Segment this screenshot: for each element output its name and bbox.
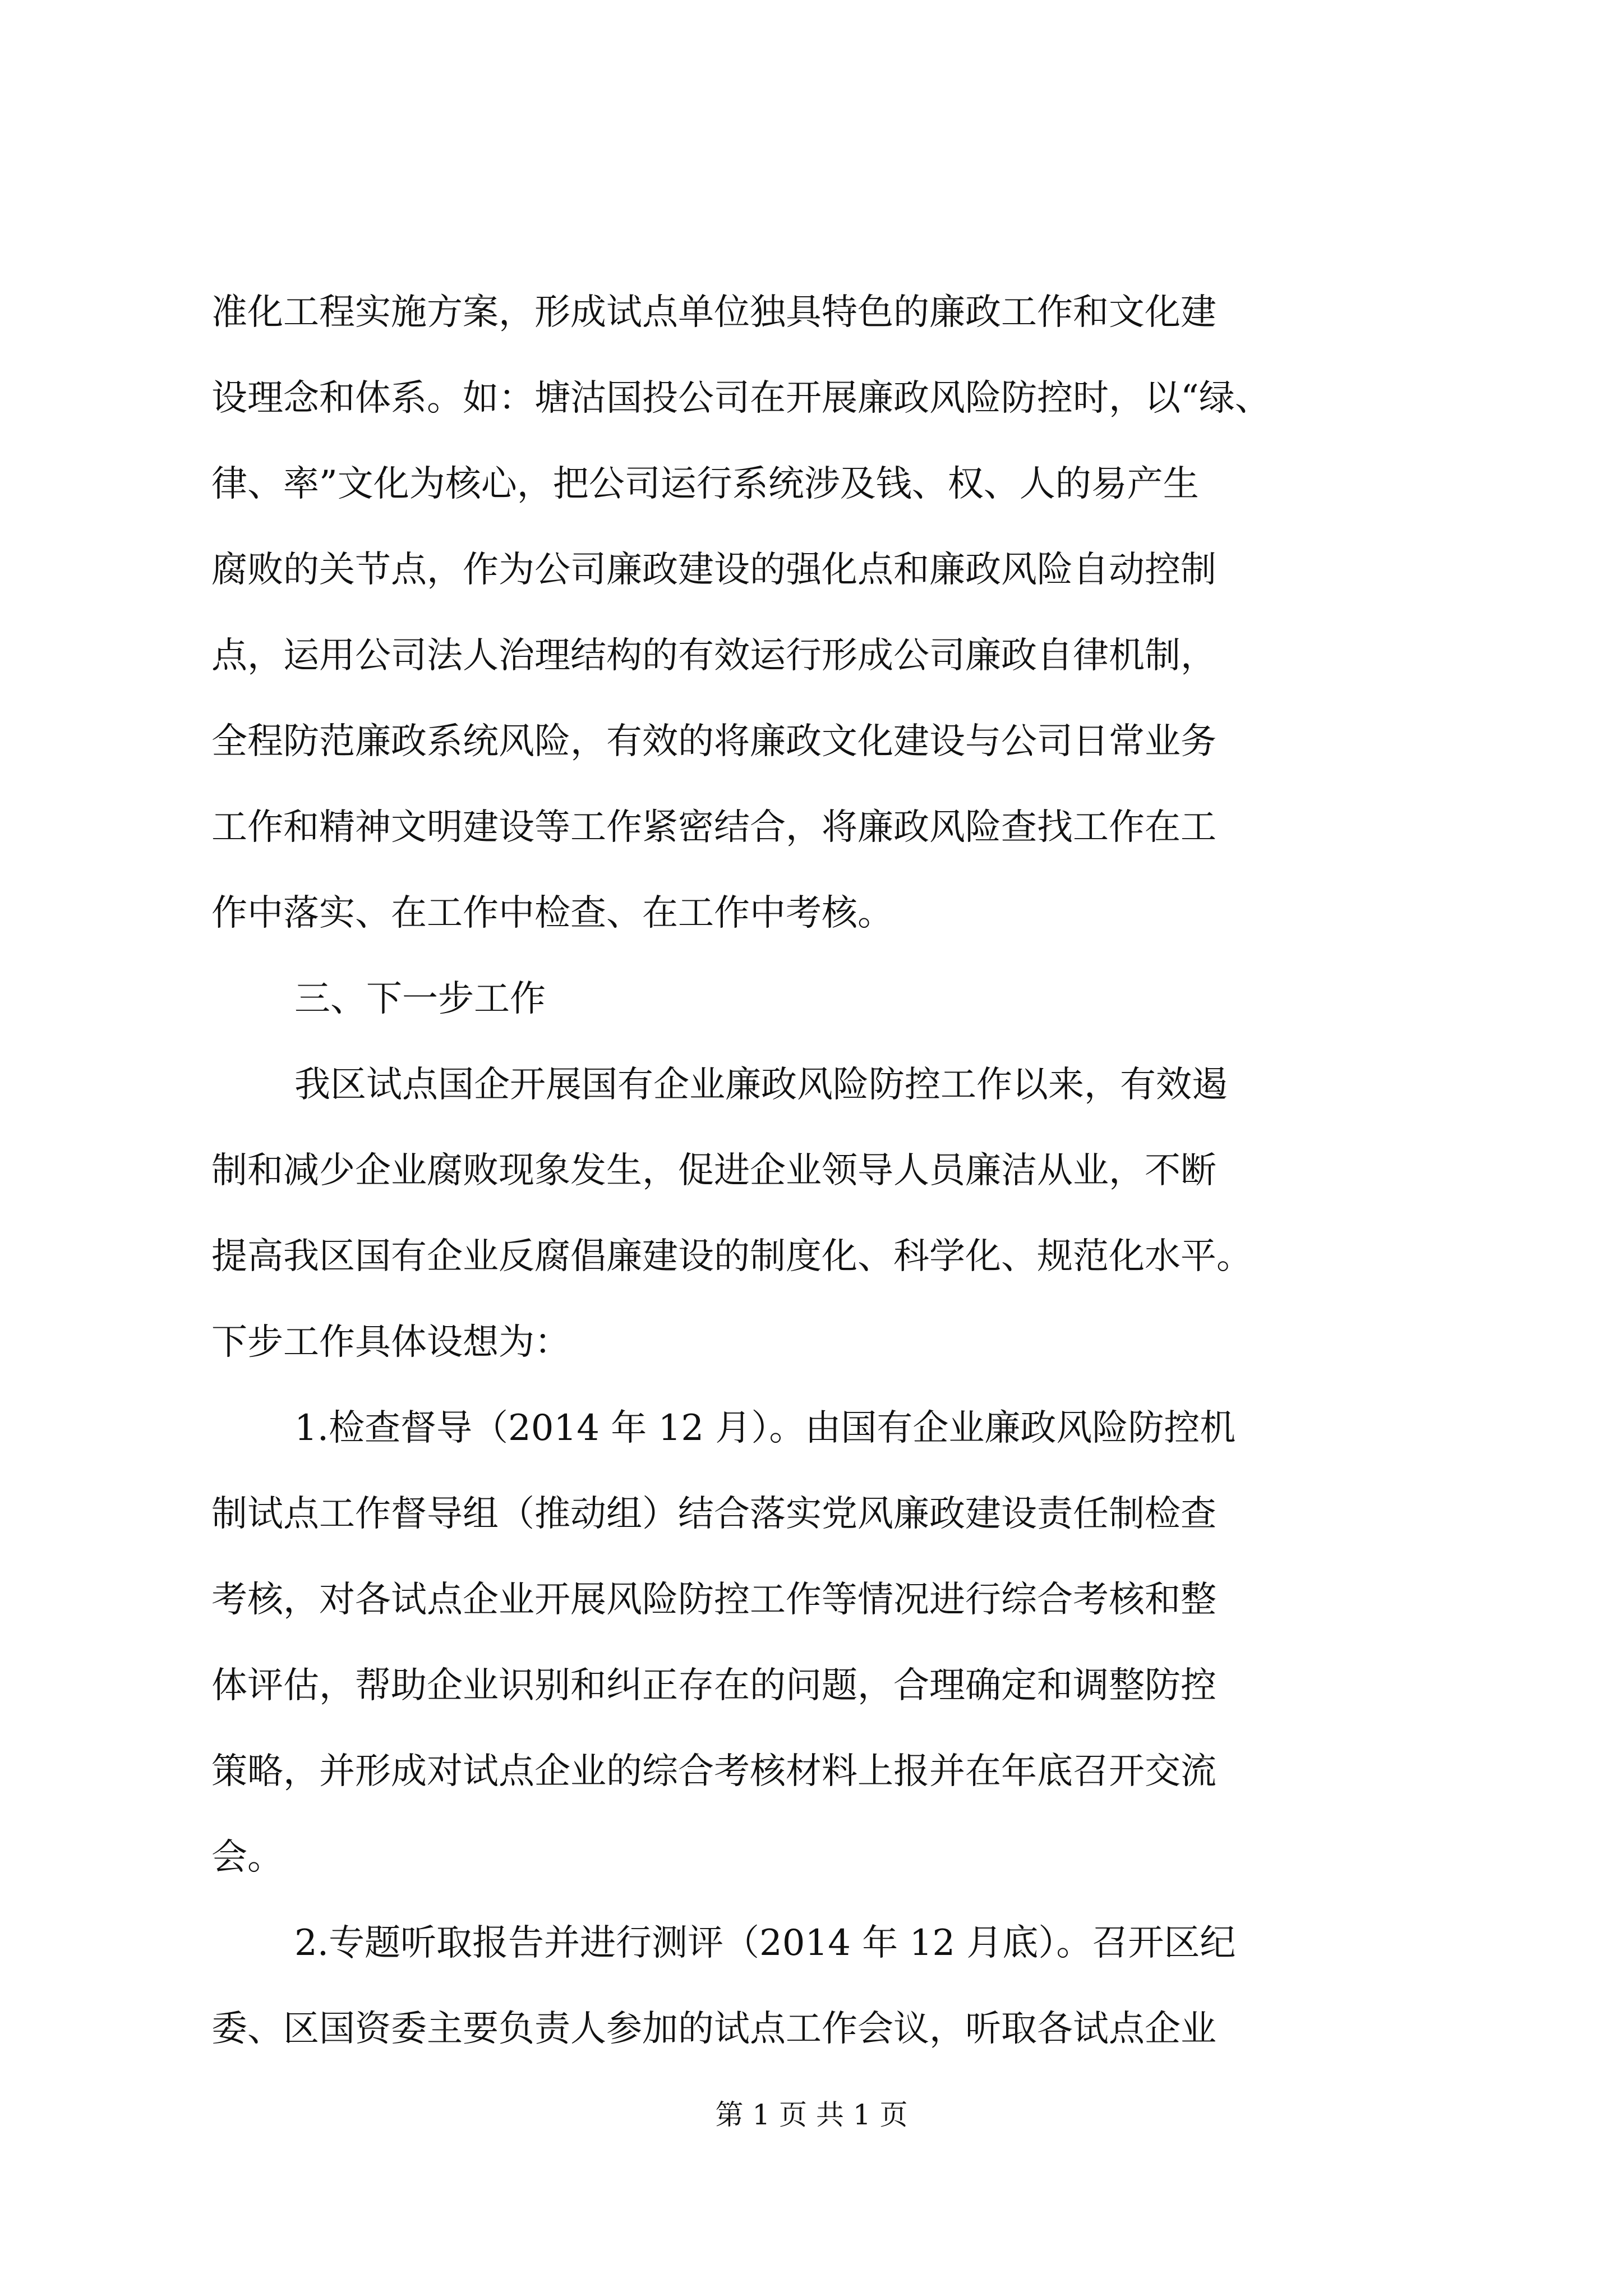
- paragraph-line: 制试点工作督导组（推动组）结合落实党风廉政建设责任制检查: [211, 1493, 1216, 1535]
- paragraph-line: 腐败的关节点，作为公司廉政建设的强化点和廉政风险自动控制: [211, 549, 1216, 591]
- paragraph-line: 制和减少企业腐败现象发生，促进企业领导人员廉洁从业，不断: [211, 1150, 1216, 1191]
- paragraph-line: 准化工程实施方案，形成试点单位独具特色的廉政工作和文化建: [211, 292, 1216, 333]
- paragraph-line: 工作和精神文明建设等工作紧密结合，将廉政风险查找工作在工: [211, 807, 1216, 848]
- paragraph-line: 2.专题听取报告并进行测评（2014 年 12 月底）。召开区纪: [294, 1922, 1236, 1964]
- paragraph-line: 委、区国资委主要负责人参加的试点工作会议，听取各试点企业: [211, 2008, 1216, 2050]
- paragraph-line: 我区试点国企开展国有企业廉政风险防控工作以来，有效遏: [294, 1064, 1228, 1106]
- paragraph-line: 设理念和体系。如：塘沽国投公司在开展廉政风险防控时，以“绿、: [211, 378, 1271, 419]
- paragraph-line: 律、率”文化为核心，把公司运行系统涉及钱、权、人的易产生: [211, 463, 1199, 505]
- section-heading: 三、下一步工作: [294, 978, 546, 1020]
- paragraph-line: 全程防范廉政系统风险，有效的将廉政文化建设与公司日常业务: [211, 721, 1216, 762]
- paragraph-line: 提高我区国有企业反腐倡廉建设的制度化、科学化、规范化水平。: [211, 1236, 1252, 1277]
- paragraph-line: 下步工作具体设想为：: [211, 1322, 570, 1363]
- paragraph-line: 考核，对各试点企业开展风险防控工作等情况进行综合考核和整: [211, 1579, 1216, 1621]
- paragraph-line: 作中落实、在工作中检查、在工作中考核。: [211, 892, 893, 934]
- paragraph-line: 1.检查督导（2014 年 12 月）。由国有企业廉政风险防控机: [294, 1407, 1236, 1449]
- paragraph-line: 体评估，帮助企业识别和纠正存在的问题，合理确定和调整防控: [211, 1665, 1216, 1706]
- page-footer: 第 1 页 共 1 页: [715, 2099, 908, 2131]
- paragraph-line: 点，运用公司法人治理结构的有效运行形成公司廉政自律机制，: [211, 635, 1216, 677]
- paragraph-line: 策略，并形成对试点企业的综合考核材料上报并在年底召开交流: [211, 1751, 1216, 1792]
- paragraph-line: 会。: [211, 1837, 283, 1878]
